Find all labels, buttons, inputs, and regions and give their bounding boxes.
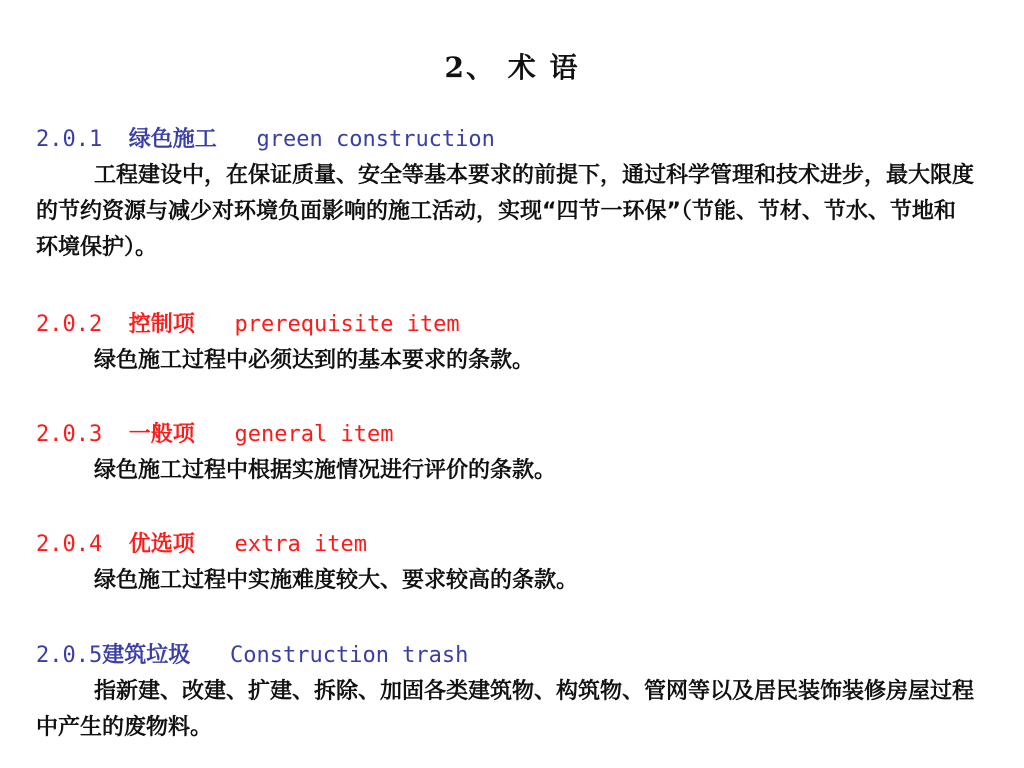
term-name-en: prerequisite item [234,312,460,337]
term-definition: 指新建、改建、扩建、拆除、加固各类建筑物、构筑物、管网等以及居民装饰装修房屋过程中产生的废物料。 [36,679,975,740]
term-definition: 工程建设中，在保证质量、安全等基本要求的前提下，通过科学管理和技术进步，最大限度的节约资源与减少对环境负面影响的施工活动，实现“四节一环保”（节能、节材、节水、节地和环境保护）。 [36,163,975,260]
page-title: 2、 术 语 [444,51,580,84]
term-heading [36,531,976,559]
term-heading [36,421,976,449]
term-heading [36,311,976,339]
term-number: 2.0.3 [36,422,103,447]
term-name-cn: 一般项 [128,422,195,447]
term-number: 2.0.4 [36,532,103,557]
term-heading [36,126,976,154]
term-name-en: extra item [234,532,367,557]
term-definition: 绿色施工过程中必须达到的基本要求的条款。 [94,348,535,373]
term-name-cn: 优选项 [128,532,195,557]
term-definition: 绿色施工过程中根据实施情况进行评价的条款。 [94,458,557,483]
term-heading [36,642,976,670]
term-entry-2-0-4 [36,531,976,599]
term-number: 2.0.2 [36,312,103,337]
term-number: 2.0.1 [36,127,103,152]
term-entry-2-0-5 [36,642,976,746]
term-name-cn: 绿色施工 [128,127,217,152]
term-definition: 绿色施工过程中实施难度较大、要求较高的条款。 [94,568,579,593]
term-name-cn: 建筑垃圾 [102,643,191,668]
term-name-en: general item [234,422,394,447]
term-name-en: Construction trash [230,643,469,668]
term-number: 2.0.5 [36,643,103,668]
term-entry-2-0-3 [36,421,976,489]
term-name-en: green construction [256,127,495,152]
term-name-cn: 控制项 [128,312,195,337]
term-entry-2-0-2 [36,311,976,379]
term-entry-2-0-1 [36,126,976,266]
